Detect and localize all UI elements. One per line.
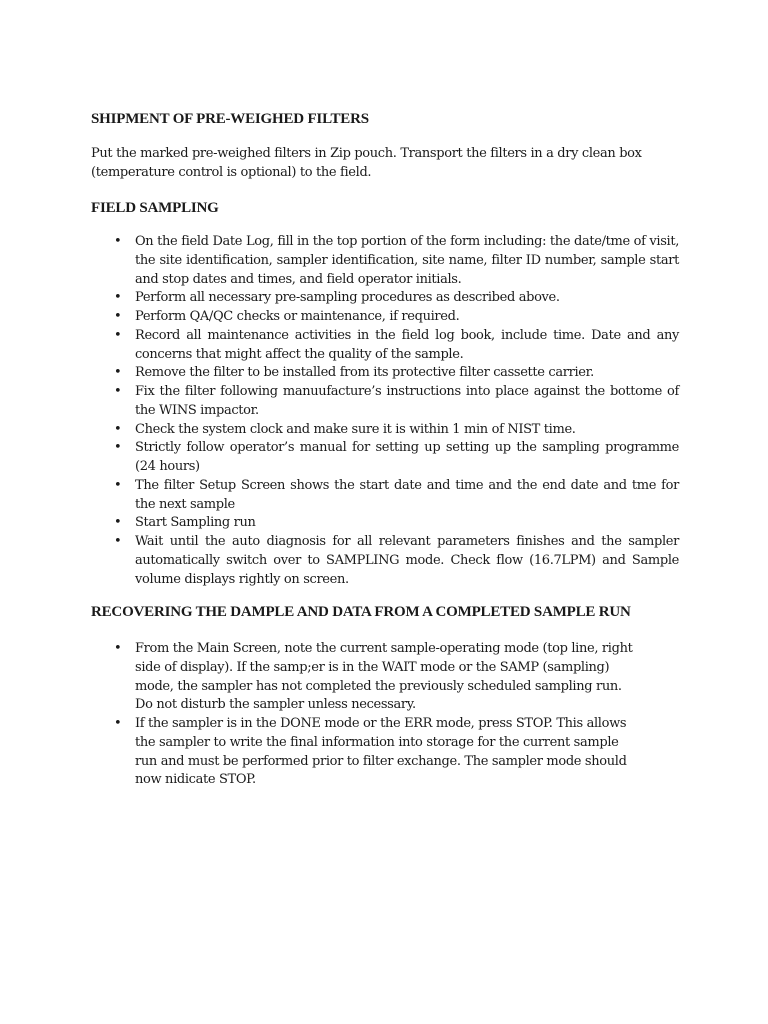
bullet-icon: • <box>114 365 122 381</box>
list-item: • Remove the filter to be installed from its protective filter cassette carrier. <box>91 364 679 383</box>
bullet-icon: • <box>114 440 122 456</box>
list-item: • Perform QA/QC checks or maintenance, if required. <box>91 308 679 327</box>
bullet-icon: • <box>114 641 122 656</box>
list-item: • Fix the filter following manuufacture’s instructions into place against the bottome of the WINS impactor. <box>114 384 679 418</box>
section-heading-shipment: SHIPMENT OF PRE-WEIGHED FILTERS <box>91 111 369 127</box>
list-item: • Record all maintenance activities in the field log book, include time. Date and any concerns that might affect the quality of the sample. <box>114 327 679 362</box>
shipment-paragraph: Put the marked pre-weighed filters in Zip pouch. Transport the filters in a dry clean box (temperature control is optional) to the field. <box>91 146 642 180</box>
section-heading-recovering: RECOVERING THE DAMPLE AND DATA FROM A COMPLETED SAMPLE RUN <box>91 604 631 620</box>
list-item: • Check the system clock and make sure it is within 1 min of NIST time. <box>91 421 679 440</box>
bullet-icon: • <box>114 290 122 306</box>
bullet-icon: • <box>114 384 122 399</box>
bullet-icon: • <box>114 421 122 437</box>
list-item: • On the field Date Log, fill in the top portion of the form including: the date/tme of visit, the site identification, sampler identification, site name, filter ID number, sample start and stop dates and times, and field operator initials. <box>114 234 679 287</box>
bullet-icon: • <box>114 234 122 249</box>
field-sampling-list <box>91 233 679 589</box>
section-heading-field-sampling: FIELD SAMPLING <box>91 200 219 216</box>
list-item: • Perform all necessary pre-sampling procedures as described above. <box>91 289 679 308</box>
list-item: • Start Sampling run <box>91 514 679 533</box>
bullet-icon: • <box>114 327 122 343</box>
bullet-icon: • <box>114 309 122 324</box>
bullet-icon: • <box>114 716 122 731</box>
list-item: • If the sampler is in the DONE mode or the ERR mode, press STOP. This allows the sampler to write the final information into storage for the current sample run and must be performed prior to filter exchange. The sampler mode should now nidicate STOP. <box>114 716 627 788</box>
list-item: • Wait until the auto diagnosis for all relevant parameters finishes and the sampler automatically switch over to SAMPLING mode. Check flow (16.7LPM) and Sample volume displays rightly on screen. <box>114 534 679 587</box>
bullet-icon: • <box>114 477 122 493</box>
bullet-icon: • <box>114 534 122 549</box>
recovering-list <box>91 640 679 790</box>
list-item: • Strictly follow operator’s manual for setting up setting up the sampling programme (24 hours) <box>114 440 679 474</box>
list-item: • The filter Setup Screen shows the start date and time and the end date and tme for the next sample <box>114 477 679 512</box>
list-item: • From the Main Screen, note the current sample-operating mode (top line, right side of display). If the samp;er is in the WAIT mode or the SAMP (sampling) mode, the sampler has not completed the previously scheduled sampling run. Do not disturb the sampler unless necessary. <box>114 641 633 713</box>
bullet-icon: • <box>114 515 122 531</box>
